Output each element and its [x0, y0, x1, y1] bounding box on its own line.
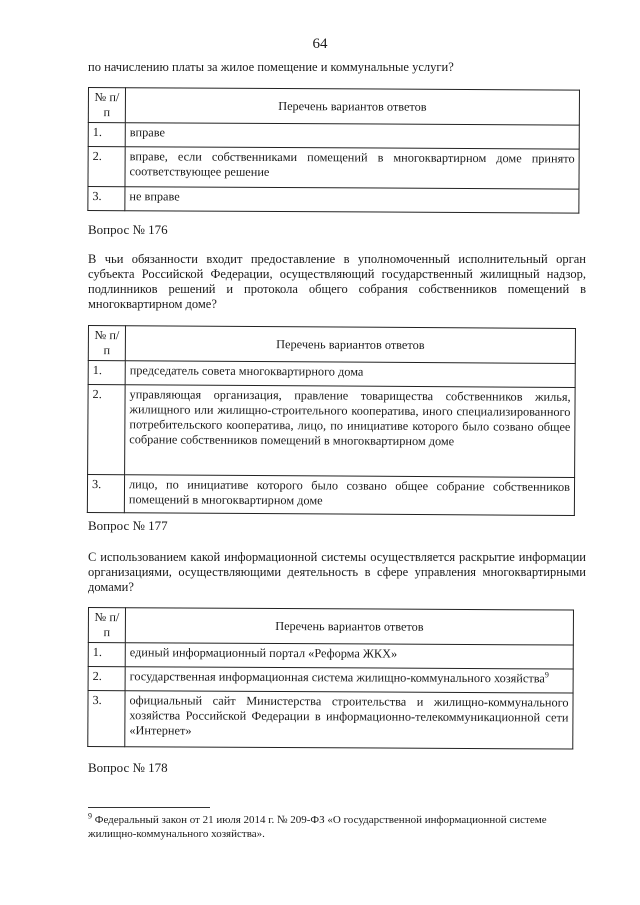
table-row [88, 147, 579, 190]
row-text: вправе [125, 123, 579, 149]
row-num: 3. [88, 187, 125, 211]
answers-table-176 [87, 325, 576, 516]
row-text: официальный сайт Министерства строительства и жилищно-коммунального хозяйства Российской Федерации в информационно-телекоммуникационной сети «Интернет» [125, 691, 573, 749]
page-number: 64 [312, 36, 328, 52]
footnote-separator [88, 807, 210, 808]
footnote-text: Федеральный закон от 21 июля 2014 г. № 209-ФЗ «О государственной информационной системе жилищно-коммунального хозяйства». [88, 814, 547, 840]
footnote-mark: 9 [88, 811, 92, 821]
row-text: единый информационный портал «Реформа ЖКХ» [125, 643, 573, 669]
question-176-heading: Вопрос № 176 [88, 222, 168, 237]
header-num: № п/п [88, 608, 125, 643]
table-row [88, 643, 573, 670]
row-text: председатель совета многоквартирного дома [125, 361, 575, 388]
row-text: вправе, если собственниками помещений в многоквартирном доме принято соответствующее решение [125, 147, 579, 189]
header-num: № п/п [88, 88, 125, 123]
answers-table-175 [87, 87, 580, 214]
intro-line: по начислению платы за жилое помещение и коммунальные услуги? [88, 60, 454, 74]
table-row [88, 691, 573, 750]
answers-table-177 [87, 607, 574, 750]
footnote [88, 813, 584, 841]
row-text-content: государственная информационная система жилищно-коммунального хозяйства [129, 669, 545, 686]
row-text: не вправе [125, 187, 579, 213]
table-row [88, 385, 576, 478]
table-header-row [88, 608, 573, 646]
row-num: 2. [88, 667, 125, 691]
row-text: управляющая организация, правление товарищества собственников жилья, жилищного или жилищно-строительного кооператива, иного специализированного потребительского кооператива, лицо, по инициативе которого было созвано общее собрание собственников помещений в многоквартирном доме [125, 385, 576, 478]
question-177-text: С использованием какой информационной системы осуществляется раскрытие информации организациями, осуществляющими деятельность в сфере управления многоквартирными домами? [88, 550, 586, 594]
row-text: лицо, по инициативе которого было созвано общее собрание собственников помещений в многоквартирном доме [124, 475, 574, 516]
table-row [88, 187, 579, 214]
footnote-ref: 9 [544, 670, 549, 680]
header-answers: Перечень вариантов ответов [125, 608, 573, 645]
question-176-text: В чьи обязанности входит предоставление в уполномоченный исполнительный орган субъекта Российской Федерации, осуществляющий государственный жилищный надзор, подлинников решений и протокола общего собрания собственников помещений в многоквартирном доме? [88, 252, 586, 311]
question-178-heading: Вопрос № 178 [88, 760, 168, 775]
row-num: 1. [88, 361, 125, 385]
table-row [87, 475, 574, 516]
header-num: № п/п [88, 326, 125, 361]
header-answers: Перечень вариантов ответов [125, 88, 579, 125]
table-row [88, 667, 573, 694]
table-row [88, 361, 575, 388]
row-text [125, 667, 573, 693]
row-num: 1. [88, 123, 125, 147]
table-row [88, 123, 579, 150]
row-num: 1. [88, 643, 125, 667]
header-answers: Перечень вариантов ответов [125, 326, 575, 364]
table-header-row [88, 88, 579, 126]
question-177-heading: Вопрос № 177 [88, 518, 168, 533]
row-num: 2. [88, 147, 125, 187]
row-num: 3. [88, 691, 125, 747]
row-num: 2. [88, 385, 126, 475]
row-num: 3. [87, 475, 124, 513]
table-header-row [88, 326, 575, 364]
